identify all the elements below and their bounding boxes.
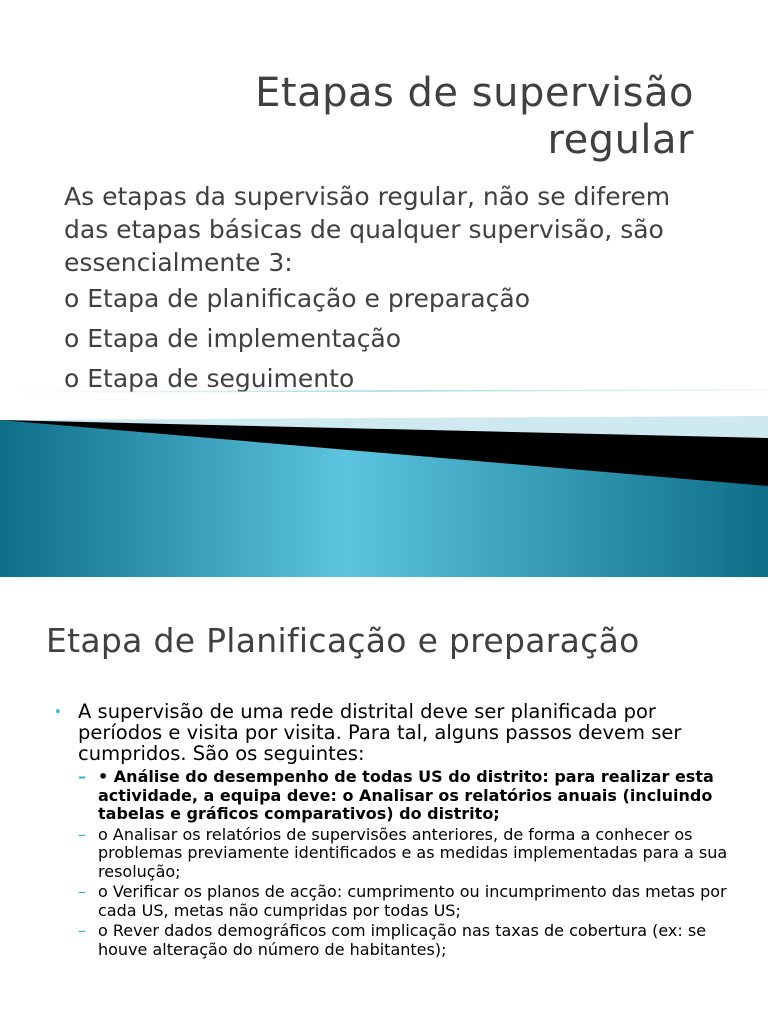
- stage-item-implementation: o Etapa de implementação: [64, 324, 402, 353]
- dash-icon: –: [78, 882, 86, 901]
- main-bullet-point: [52, 701, 732, 764]
- slide-2-title: Etapa de Planificação e preparação: [46, 621, 640, 660]
- intro-paragraph: As etapas da supervisão regular, não se diferem das etapas básicas de qualquer supervisão, são essencialmente 3:: [64, 182, 671, 277]
- bullet-icon: •: [54, 705, 62, 720]
- dash-icon: –: [78, 767, 86, 786]
- stage-item-followup: o Etapa de seguimento: [64, 364, 355, 393]
- slide-2: [0, 577, 768, 1024]
- subpoint-item: [52, 883, 732, 920]
- slide-2-body: [52, 701, 732, 959]
- wave-top-line: [0, 390, 768, 392]
- slide-1-title: [74, 70, 694, 164]
- subpoint-text: o Rever dados demográficos com implicação nas taxas de cobertura (ex: se houve alteração do número de habitantes);: [98, 921, 707, 959]
- main-point-text: A supervisão de uma rede distrital deve ser planificada por períodos e visita por visita. Para tal, alguns passos devem ser cumpridos. São os seguintes:: [78, 700, 682, 765]
- subpoint-text: o Analisar os relatórios de supervisões anteriores, de forma a conhecer os problemas previamente identificados e as medidas implementadas para a sua resolução;: [98, 824, 728, 881]
- slide-1-body: [64, 180, 704, 399]
- title-line-1: Etapas de supervisão: [255, 70, 694, 116]
- subpoint-text: o Verificar os planos de acção: cumprimento ou incumprimento das metas por cada US, metas não cumpridas por todas US;: [98, 882, 727, 920]
- decorative-wave-banner: [0, 380, 768, 577]
- dash-icon: –: [78, 921, 86, 940]
- subpoint-item: [52, 768, 732, 824]
- subpoint-text: • Análise do desempenho de todas US do distrito: para realizar esta actividade, a equipa deve: o Analisar os relatórios anuais (incluindo tabelas e gráficos comparativos) do distrito;: [98, 767, 714, 823]
- title-line-2: regular: [547, 117, 694, 163]
- dash-icon: –: [78, 824, 86, 844]
- stage-item-planning: o Etapa de planificação e preparação: [64, 284, 530, 313]
- subpoint-item: [52, 826, 732, 882]
- subpoint-list: [52, 768, 732, 959]
- subpoint-item: [52, 922, 732, 959]
